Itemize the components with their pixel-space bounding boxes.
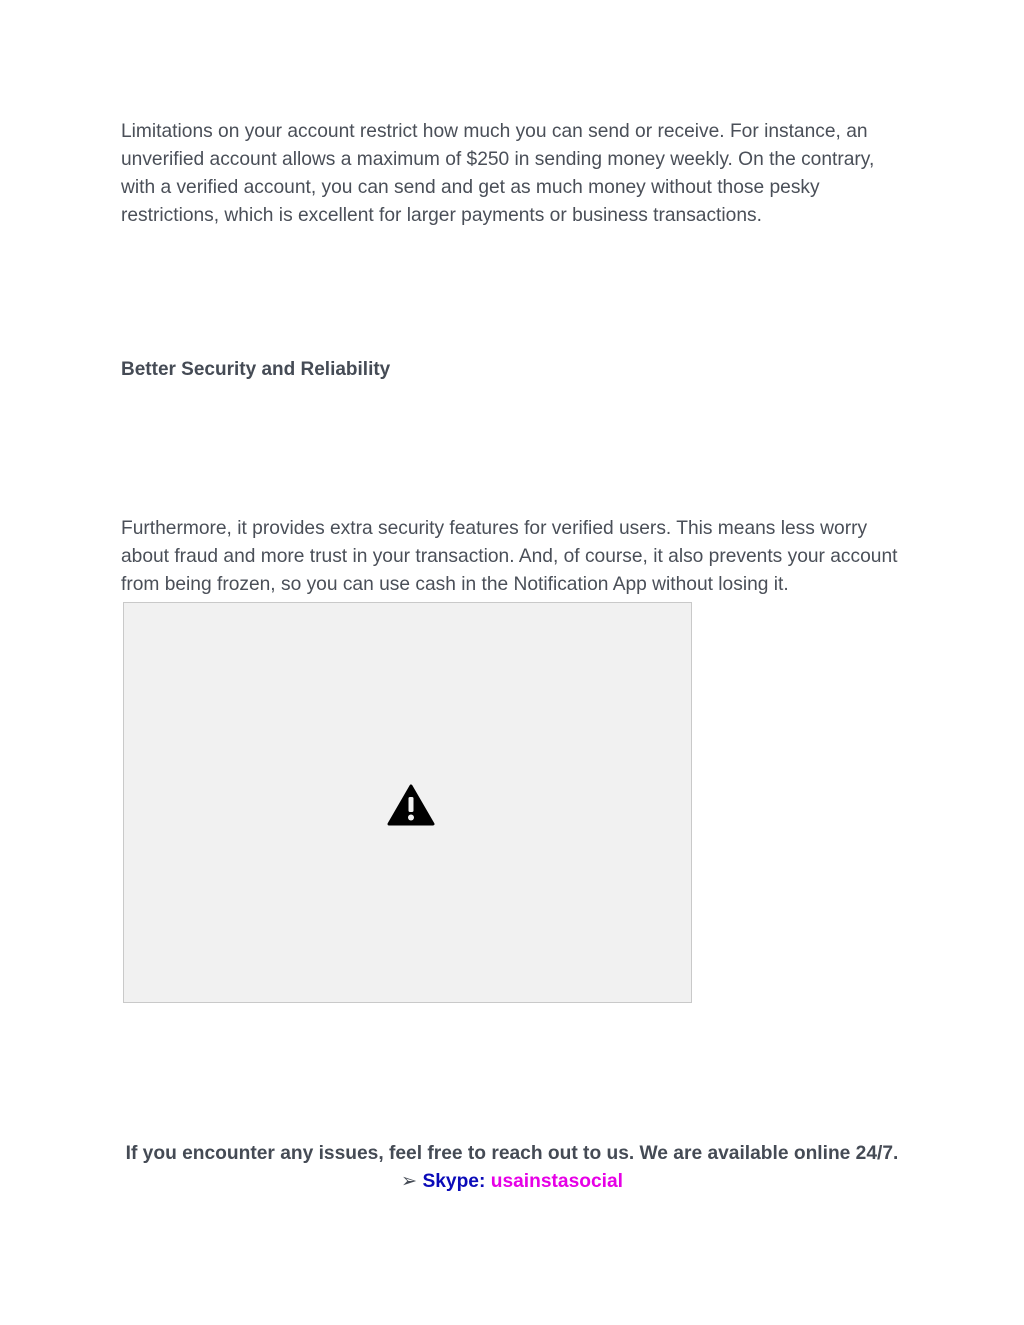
contact-message: If you encounter any issues, feel free to reach out to us. We are available online 24/7. — [125, 1143, 899, 1164]
skype-label: Skype — [422, 1171, 479, 1192]
paragraph-account-limitations: Limitations on your account restrict how much you can send or receive. For instance, an unverified account allows a maximum of $250 in sending money weekly. On the contrary, with a verified account, you can send and get as much money without those pesky restrictions, which is excellent for larger payments or business transactions. — [121, 121, 875, 226]
contact-section — [0, 1140, 1024, 1196]
broken-image-placeholder — [123, 602, 692, 1003]
skype-handle-link[interactable]: usainstasocial — [490, 1171, 623, 1192]
skype-separator: : — [478, 1171, 486, 1192]
warning-icon — [387, 784, 435, 826]
section-heading: Better Security and Reliability — [121, 359, 391, 380]
skype-contact-line — [0, 1168, 1024, 1196]
arrow-icon: ➢ — [401, 1171, 418, 1192]
paragraph-security: Furthermore, it provides extra security features for verified users. This means less worry about fraud and more trust in your transaction. And, of course, it also prevents your account from being frozen, so you can use cash in the Notification App without losing it. — [121, 518, 898, 595]
